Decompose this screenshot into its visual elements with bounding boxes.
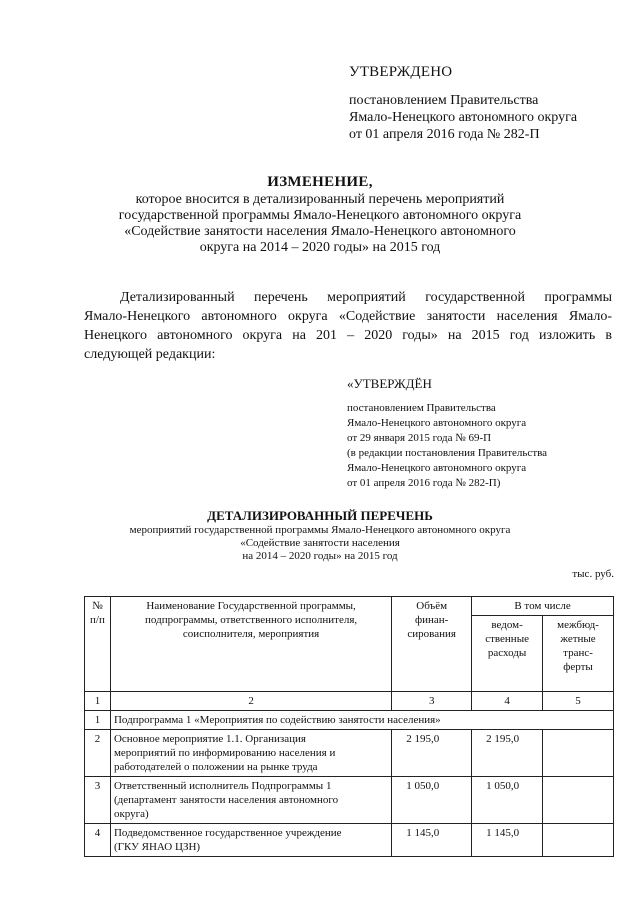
row-name-line: округа): [113, 808, 149, 820]
header-num: [85, 597, 111, 692]
header-transfers-line: ферты: [563, 661, 593, 673]
header-volume: [392, 597, 472, 692]
list-line: «Содействие занятости населения: [240, 537, 400, 549]
column-numbers-row: [85, 692, 614, 711]
list-title: ДЕТАЛИЗИРОВАННЫЙ ПЕРЕЧЕНЬ: [207, 508, 433, 523]
col-number: 4: [472, 692, 543, 711]
change-title: ИЗМЕНЕНИЕ,: [267, 174, 373, 190]
row-dept: 1 050,0: [472, 777, 543, 824]
approval2-line: постановлением Правительства: [347, 402, 496, 414]
row-volume: 2 195,0: [392, 730, 472, 777]
row-name: [110, 777, 391, 824]
header-dept: [472, 616, 543, 692]
row-name-line: Подведомственное государственное учреждение: [113, 827, 342, 839]
change-line: округа на 2014 – 2020 годы» на 2015 год: [199, 240, 441, 255]
activities-table: [84, 596, 614, 857]
header-name-line: соисполнителя, мероприятия: [182, 628, 320, 640]
row-volume: 1 145,0: [392, 824, 472, 857]
body-paragraph: [84, 288, 612, 364]
approval-line: от 01 апреля 2016 года № 282-П: [349, 127, 540, 142]
change-line: государственной программы Ямало-Ненецкого автономного округа: [118, 208, 522, 223]
row-name-line: мероприятий по информированию населения и: [113, 747, 336, 759]
row-num: 1: [85, 711, 111, 730]
table-row: [85, 824, 614, 857]
approval-block: [349, 64, 619, 143]
approval-title: УТВЕРЖДЕНО: [349, 64, 453, 80]
units-label: тыс. руб.: [572, 568, 614, 580]
approval2-line: Ямало-Ненецкого автономного округа: [347, 462, 527, 474]
row-name: [110, 824, 391, 857]
header-dept-line: ведом-: [491, 619, 523, 631]
approval2-line: от 01 апреля 2016 года № 282-П): [347, 477, 501, 489]
row-transfers: [543, 824, 614, 857]
row-name-line: Ответственный исполнитель Подпрограммы 1: [113, 780, 332, 792]
row-dept: 2 195,0: [472, 730, 543, 777]
header-transfers: [543, 616, 614, 692]
table-row: [85, 730, 614, 777]
table-row: [85, 777, 614, 824]
approval2-line: от 29 января 2015 года № 69-П: [347, 432, 492, 444]
row-num: 4: [85, 824, 111, 857]
header-volume-line: сирования: [407, 628, 456, 640]
table-header-row: [85, 597, 614, 616]
subprogram-row: [85, 711, 614, 730]
change-heading: [60, 173, 580, 256]
col-number: 5: [543, 692, 614, 711]
col-number: 2: [110, 692, 391, 711]
header-name-line: Наименование Государственной программы,: [146, 600, 356, 612]
approval2-block: [347, 376, 617, 491]
approval2-title: «УТВЕРЖДЁН: [347, 376, 432, 391]
paragraph-line: Ненецкого автономного округа на 201 – 2020 годы» на 2015 год изложить в: [84, 328, 612, 343]
paragraph-line: Детализированный перечень мероприятий государственной программы: [120, 290, 612, 305]
list-heading: [60, 508, 580, 563]
header-including: В том числе: [472, 597, 614, 616]
approval-line: постановлением Правительства: [349, 93, 539, 108]
row-volume: 1 050,0: [392, 777, 472, 824]
approval2-line: Ямало-Ненецкого автономного округа: [347, 417, 527, 429]
list-line: мероприятий государственной программы Ямало-Ненецкого автономного округа: [129, 524, 511, 536]
row-name: [110, 730, 391, 777]
row-name-line: (департамент занятости населения автономного: [113, 794, 339, 806]
row-num: 2: [85, 730, 111, 777]
paragraph-line: следующей редакции:: [84, 347, 216, 362]
row-transfers: [543, 730, 614, 777]
header-volume-line: Объём: [416, 600, 448, 612]
change-line: которое вносится в детализированный перечень мероприятий: [135, 192, 505, 207]
row-name-line: (ГКУ ЯНАО ЦЗН): [113, 841, 201, 853]
header-name-line: подпрограммы, ответственного исполнителя,: [145, 614, 358, 626]
header-transfers-line: транс-: [563, 647, 593, 659]
row-dept: 1 145,0: [472, 824, 543, 857]
header-transfers-line: межбюд-: [557, 619, 599, 631]
subprogram-name: Подпрограмма 1 «Мероприятия по содействию занятости населения»: [110, 711, 613, 730]
list-line: на 2014 – 2020 годы» на 2015 год: [242, 550, 398, 562]
row-name-line: работодателей о положении на рынке труда: [113, 761, 318, 773]
paragraph-line: Ямало-Ненецкого автономного округа «Содействие занятости населения Ямало-: [84, 309, 612, 324]
row-num: 3: [85, 777, 111, 824]
approval2-line: (в редакции постановления Правительства: [347, 447, 548, 459]
header-dept-line: расходы: [487, 647, 527, 659]
header-name: [110, 597, 391, 692]
change-line: «Содействие занятости населения Ямало-Ненецкого автономного: [124, 224, 516, 239]
row-transfers: [543, 777, 614, 824]
row-name-line: Основное мероприятие 1.1. Организация: [113, 733, 306, 745]
header-num-line: п/п: [90, 614, 105, 626]
approval-line: Ямало-Ненецкого автономного округа: [349, 110, 578, 125]
header-dept-line: ственные: [485, 633, 529, 645]
header-transfers-line: жетные: [560, 633, 596, 645]
header-volume-line: финан-: [415, 614, 449, 626]
col-number: 1: [85, 692, 111, 711]
header-num-line: №: [92, 600, 103, 612]
col-number: 3: [392, 692, 472, 711]
